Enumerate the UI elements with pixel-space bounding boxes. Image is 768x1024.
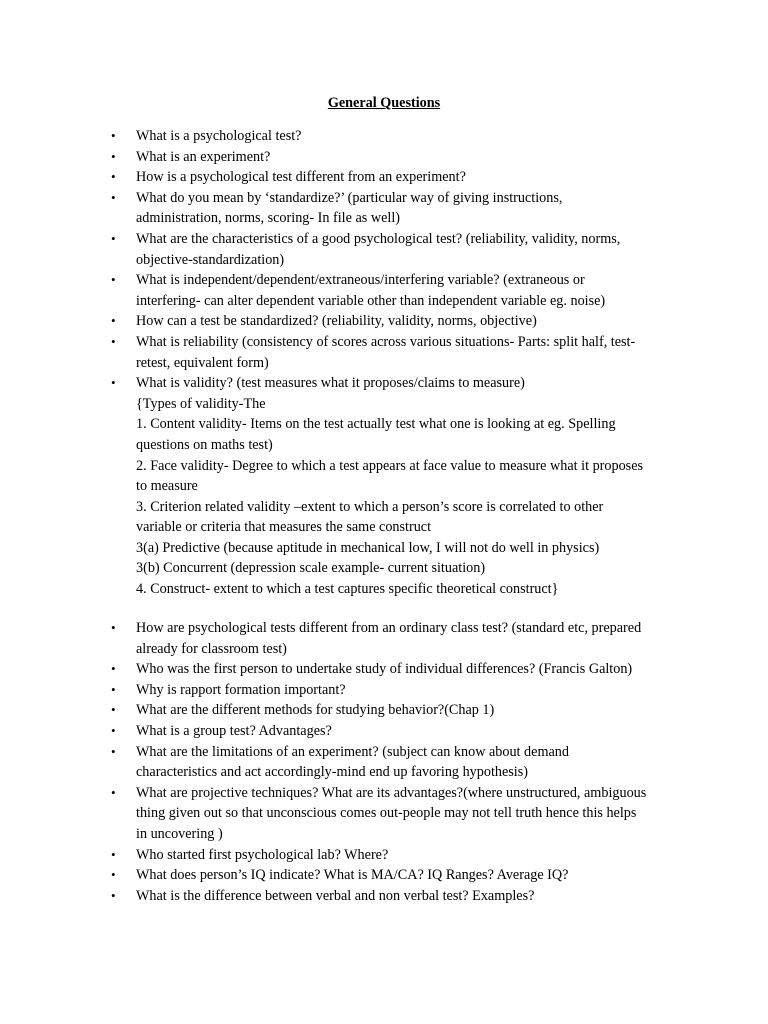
list-item-line: What is validity? (test measures what it proposes/claims to measure) [136, 375, 525, 392]
question-list-1 [0, 126, 768, 600]
list-item [0, 680, 684, 701]
bullet-icon: • [111, 189, 116, 205]
list-item [0, 126, 684, 147]
bullet-icon: • [111, 846, 116, 862]
list-item [0, 147, 684, 168]
list-item [0, 886, 684, 907]
list-item-line: 3(b) Concurrent (depression scale example- current situation) [136, 560, 486, 577]
list-item [0, 659, 684, 680]
list-item [0, 865, 684, 886]
bullet-icon: • [111, 887, 116, 903]
list-item-line: 4. Construct- extent to which a test captures specific theoretical construct} [136, 581, 559, 598]
list-item-line: What is a group test? Advantages? [136, 722, 332, 739]
list-item [0, 167, 684, 188]
list-item-line: What is an experiment? [136, 148, 271, 165]
list-item [0, 229, 684, 270]
bullet-icon: • [111, 702, 116, 718]
bullet-icon: • [111, 620, 116, 635]
list-item [0, 373, 684, 600]
list-item-line: 3(a) Predictive (because aptitude in mechanical low, I will not do well in physics) [136, 539, 600, 556]
list-item-line: How is a psychological test different from an experiment? [136, 169, 466, 186]
list-item-line: in uncovering ) [136, 825, 223, 842]
list-item-line: What is a psychological test? [136, 128, 302, 144]
bullet-icon: • [111, 681, 116, 697]
list-item [0, 270, 684, 311]
list-item-line: What does person’s IQ indicate? What is MA/CA? IQ Ranges? Average IQ? [136, 867, 569, 884]
bullet-icon: • [111, 230, 116, 246]
list-item-line: What are the different methods for studying behavior?(Chap 1) [136, 702, 495, 719]
list-item-line: What is reliability (consistency of scores across various situations- Parts: split half, test- [136, 333, 636, 350]
list-item-line: Why is rapport formation important? [136, 681, 346, 698]
list-item [0, 783, 684, 845]
list-item-line: What are the limitations of an experiment? (subject can know about demand [136, 743, 569, 760]
bullet-icon: • [111, 313, 116, 329]
question-list-2 [0, 618, 768, 906]
list-item-line: to measure [136, 478, 198, 495]
list-item-line: already for classroom test) [136, 640, 287, 657]
list-item-line: How can a test be standardized? (reliability, validity, norms, objective) [136, 313, 537, 330]
list-item-line: characteristics and act accordingly-mind end up favoring hypothesis) [136, 764, 528, 781]
list-item-line: Who started first psychological lab? Where? [136, 846, 389, 863]
list-item-line: What is the difference between verbal and non verbal test? Examples? [136, 887, 535, 904]
list-item-line: What are the characteristics of a good psychological test? (reliability, validity, norms, [136, 230, 621, 247]
list-item-line: 1. Content validity- Items on the test actually test what one is looking at eg. Spelling [136, 416, 616, 433]
list-item [0, 188, 684, 229]
list-item-line: variable or criteria that measures the same construct [136, 519, 432, 536]
bullet-icon: • [111, 148, 116, 164]
list-item [0, 618, 684, 659]
bullet-icon: • [111, 722, 116, 738]
list-item-line: How are psychological tests different from an ordinary class test? (standard etc, prepared [136, 620, 642, 636]
list-item-line: What are projective techniques? What are its advantages?(where unstructured, ambiguous [136, 784, 647, 801]
list-item [0, 721, 684, 742]
list-item-line: 3. Criterion related validity –extent to which a person’s score is correlated to other [136, 498, 604, 515]
list-item [0, 742, 684, 783]
bullet-icon: • [111, 784, 116, 800]
list-item-line: What do you mean by ‘standardize?’ (particular way of giving instructions, [136, 189, 563, 206]
list-item [0, 332, 684, 373]
list-item [0, 845, 684, 866]
bullet-icon: • [111, 743, 116, 759]
bullet-icon: • [111, 867, 116, 883]
list-item-line: {Types of validity-The [136, 395, 266, 412]
list-item [0, 311, 684, 332]
bullet-icon: • [111, 128, 116, 143]
list-item-line: questions on maths test) [136, 436, 273, 453]
list-item-line: 2. Face validity- Degree to which a test appears at face value to measure what it proposes [136, 457, 644, 474]
bullet-icon: • [111, 272, 116, 288]
bullet-icon: • [111, 661, 116, 677]
list-item-line: retest, equivalent form) [136, 354, 269, 371]
list-item-line: Who was the first person to undertake study of individual differences? (Francis Galton) [136, 661, 633, 678]
document-title: General Questions [327, 95, 441, 111]
list-item-line: What is independent/dependent/extraneous/interfering variable? (extraneous or [136, 272, 585, 289]
list-item-line: administration, norms, scoring- In file as well) [136, 210, 400, 227]
bullet-icon: • [111, 169, 116, 185]
list-item-line: thing given out so that unconscious comes out-people may not tell truth hence this helps [136, 805, 637, 822]
bullet-icon: • [111, 375, 116, 391]
list-item-line: interfering- can alter dependent variable other than independent variable eg. noise) [136, 292, 606, 309]
bullet-icon: • [111, 333, 116, 349]
list-item-line: objective-standardization) [136, 251, 285, 268]
list-item [0, 700, 684, 721]
